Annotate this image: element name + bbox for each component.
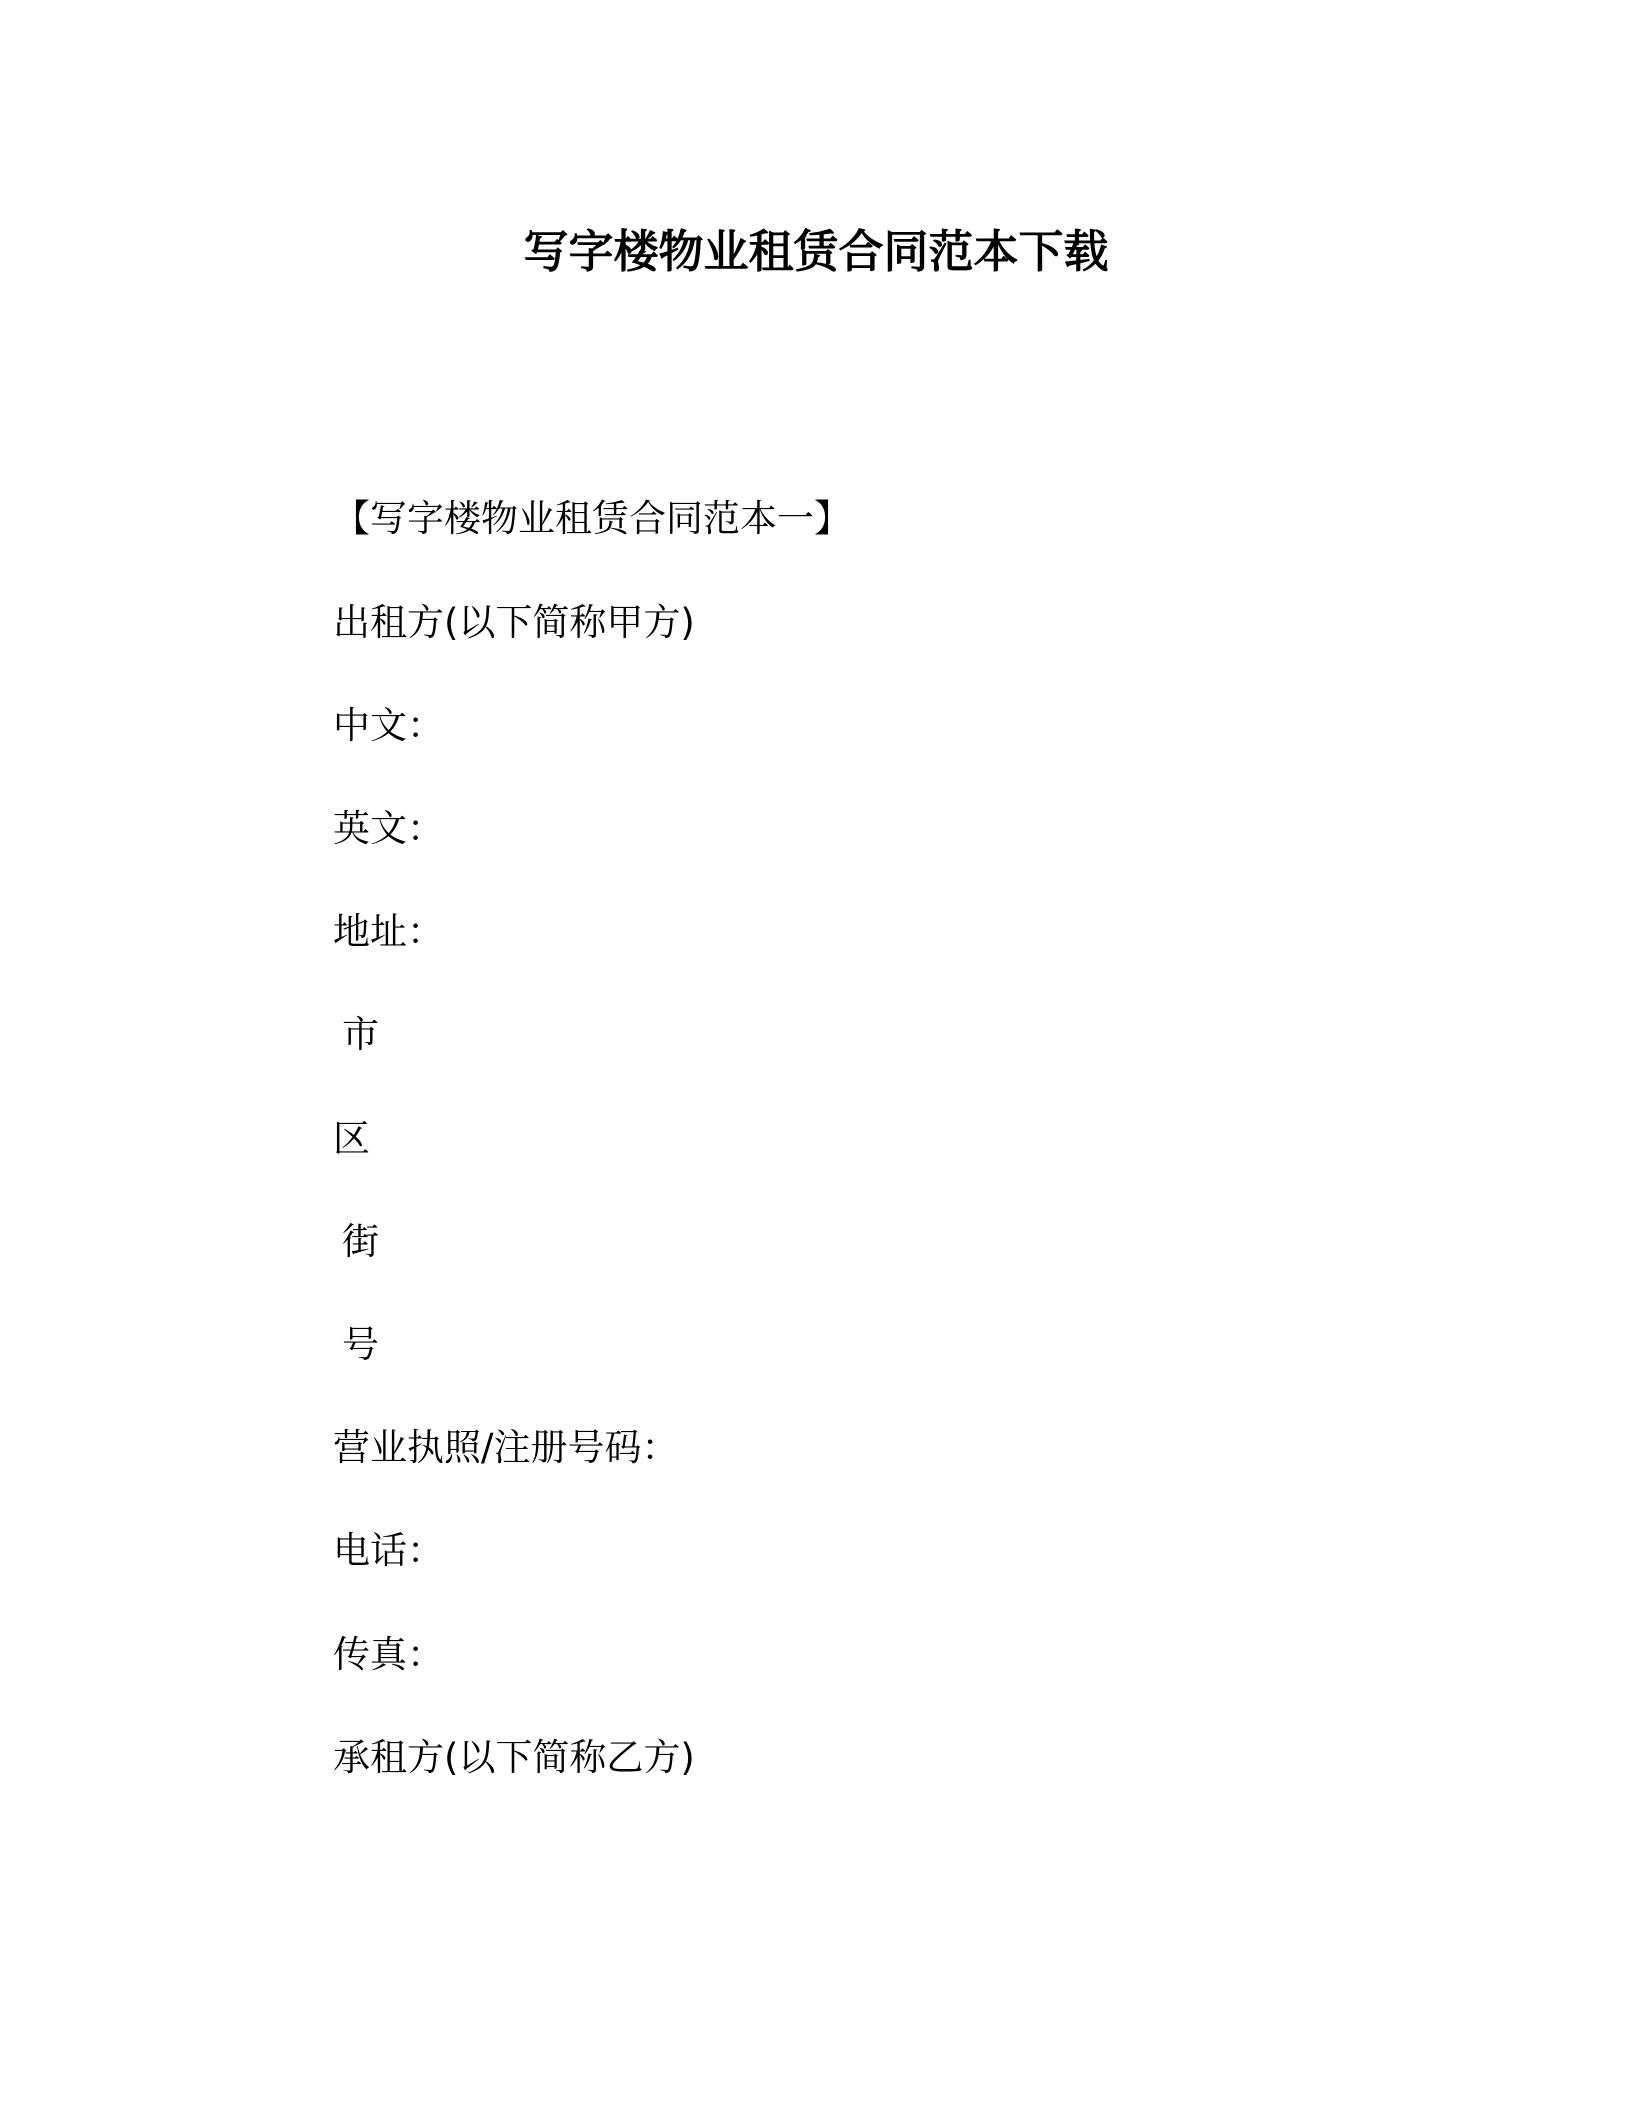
address-street-label: 街	[342, 1220, 379, 1263]
business-license-label: 营业执照/注册号码：	[333, 1426, 679, 1469]
address-city-label: 市	[342, 1013, 379, 1056]
section-heading: 【写字楼物业租赁合同范本一】	[333, 497, 851, 540]
chinese-name-label: 中文：	[333, 704, 444, 747]
lessor-heading: 出租方(以下简称甲方)	[333, 601, 695, 644]
document-title: 写字楼物业租赁合同范本下载	[523, 225, 1109, 278]
address-district-label: 区	[333, 1117, 370, 1160]
phone-label: 电话：	[333, 1529, 444, 1572]
lessee-heading: 承租方(以下简称乙方)	[333, 1736, 695, 1779]
fax-label: 传真：	[333, 1633, 444, 1676]
address-label: 地址：	[333, 910, 444, 953]
english-name-label: 英文：	[333, 807, 444, 850]
address-number-label: 号	[342, 1323, 379, 1366]
